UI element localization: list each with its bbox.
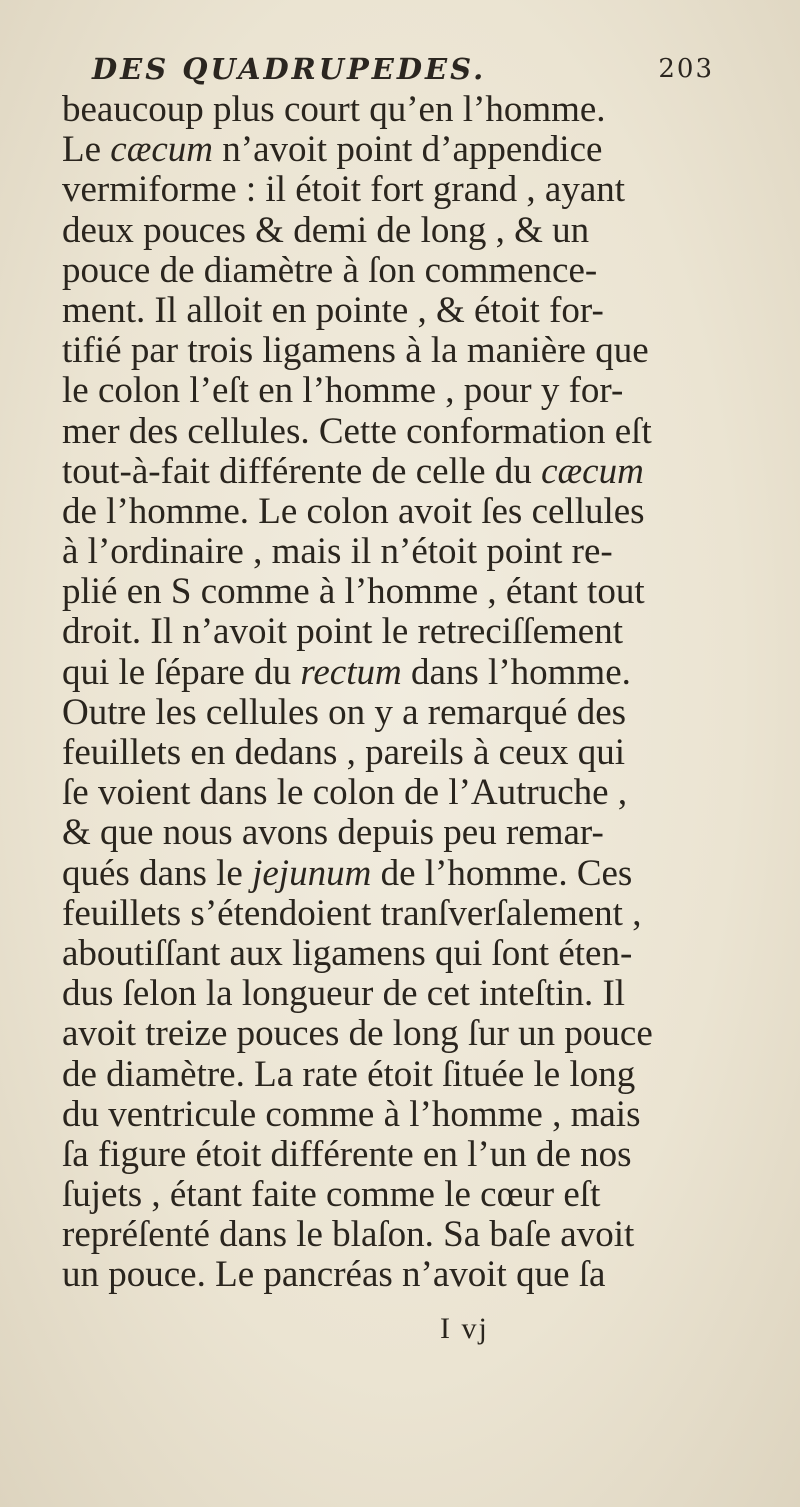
text-segment: qués dans le: [62, 852, 253, 894]
text-line: [62, 1255, 762, 1295]
text-line: [62, 170, 762, 210]
text-segment: de l’homme. Ces: [371, 852, 633, 894]
text-segment: à l’ordinaire , mais il n’étoit point re-: [62, 531, 613, 573]
text-segment: le colon l’eſt en l’homme , pour y for-: [62, 370, 624, 412]
text-line: [62, 371, 762, 411]
text-segment: de diamètre. La rate étoit ſituée le long: [62, 1053, 636, 1095]
text-segment: n’avoit point d’appendice: [213, 129, 603, 171]
text-segment: ſe voient dans le colon de l’Autruche ,: [62, 772, 628, 814]
running-head: DES QUADRUPEDES.: [92, 52, 487, 86]
text-segment: dans l’homme.: [401, 651, 631, 693]
text-line: [62, 331, 762, 371]
text-line: [62, 532, 762, 572]
text-line: [62, 251, 762, 291]
text-segment: Le: [62, 129, 111, 171]
text-line: [62, 572, 762, 612]
text-segment: dus ſelon la longueur de cet inteſtin. Il: [62, 973, 626, 1015]
text-segment: ment. Il alloit en pointe , & étoit for-: [62, 289, 604, 331]
text-segment: de l’homme. Le colon avoit ſes cellules: [62, 490, 645, 532]
text-segment: plié en S comme à l’homme , étant tout: [62, 571, 645, 613]
italic-term: cæcum: [110, 129, 214, 171]
text-segment: pouce de diamètre à ſon commence-: [62, 249, 598, 291]
text-line: [62, 1175, 762, 1215]
text-line: [62, 412, 762, 452]
body-text: [62, 90, 762, 1296]
text-segment: qui le ſépare du: [62, 651, 301, 693]
text-line: [62, 492, 762, 532]
text-segment: aboutiſſant aux ligamens qui ſont éten-: [62, 932, 633, 974]
text-line: [62, 1095, 762, 1135]
text-segment: avoit treize pouces de long ſur un pouce: [62, 1013, 653, 1055]
text-segment: deux pouces & demi de long , & un: [62, 209, 590, 251]
text-segment: un pouce. Le pancréas n’avoit que ſa: [62, 1254, 606, 1296]
text-segment: tifié par trois ligamens à la manière que: [62, 330, 649, 372]
italic-term: jejunum: [252, 852, 372, 894]
text-line: [62, 934, 762, 974]
text-segment: ſujets , étant faite comme le cœur eſt: [62, 1174, 601, 1216]
text-line: [62, 90, 762, 130]
text-line: [62, 854, 762, 894]
text-line: [62, 1014, 762, 1054]
text-line: [62, 211, 762, 251]
text-segment: ſa figure étoit différente en l’un de nos: [62, 1133, 632, 1175]
text-segment: tout-à-fait différente de celle du: [62, 450, 542, 492]
text-segment: du ventricule comme à l’homme , mais: [62, 1093, 641, 1135]
text-segment: droit. Il n’avoit point le retreciſſement: [62, 611, 623, 653]
text-segment: & que nous avons depuis peu remar-: [62, 812, 604, 854]
text-line: [62, 130, 762, 170]
text-line: [62, 733, 762, 773]
text-line: [62, 291, 762, 331]
page-number: 203: [658, 54, 714, 84]
text-line: [62, 653, 762, 693]
text-line: [62, 1215, 762, 1255]
text-line: [62, 452, 762, 492]
text-segment: repréſenté dans le blaſon. Sa baſe avoit: [62, 1214, 635, 1256]
text-line: [62, 813, 762, 853]
text-segment: vermiforme : il étoit fort grand , ayant: [62, 169, 626, 211]
signature-mark: I vj: [440, 1312, 489, 1345]
italic-term: cæcum: [541, 450, 644, 492]
text-segment: feuillets s’étendoient tranſverſalement ,: [62, 892, 642, 934]
text-line: [62, 974, 762, 1014]
text-line: [62, 693, 762, 733]
text-segment: feuillets en dedans , pareils à ceux qui: [62, 732, 626, 773]
italic-term: rectum: [300, 651, 402, 693]
text-line: [62, 1055, 762, 1095]
text-line: [62, 1135, 762, 1175]
text-line: [62, 612, 762, 652]
text-line: [62, 773, 762, 813]
text-line: [62, 894, 762, 934]
text-segment: Outre les cellules on y a remarqué des: [62, 691, 627, 733]
text-segment: mer des cellules. Cette conformation eſt: [62, 410, 652, 452]
text-segment: beaucoup plus court qu’en l’homme.: [62, 89, 606, 130]
